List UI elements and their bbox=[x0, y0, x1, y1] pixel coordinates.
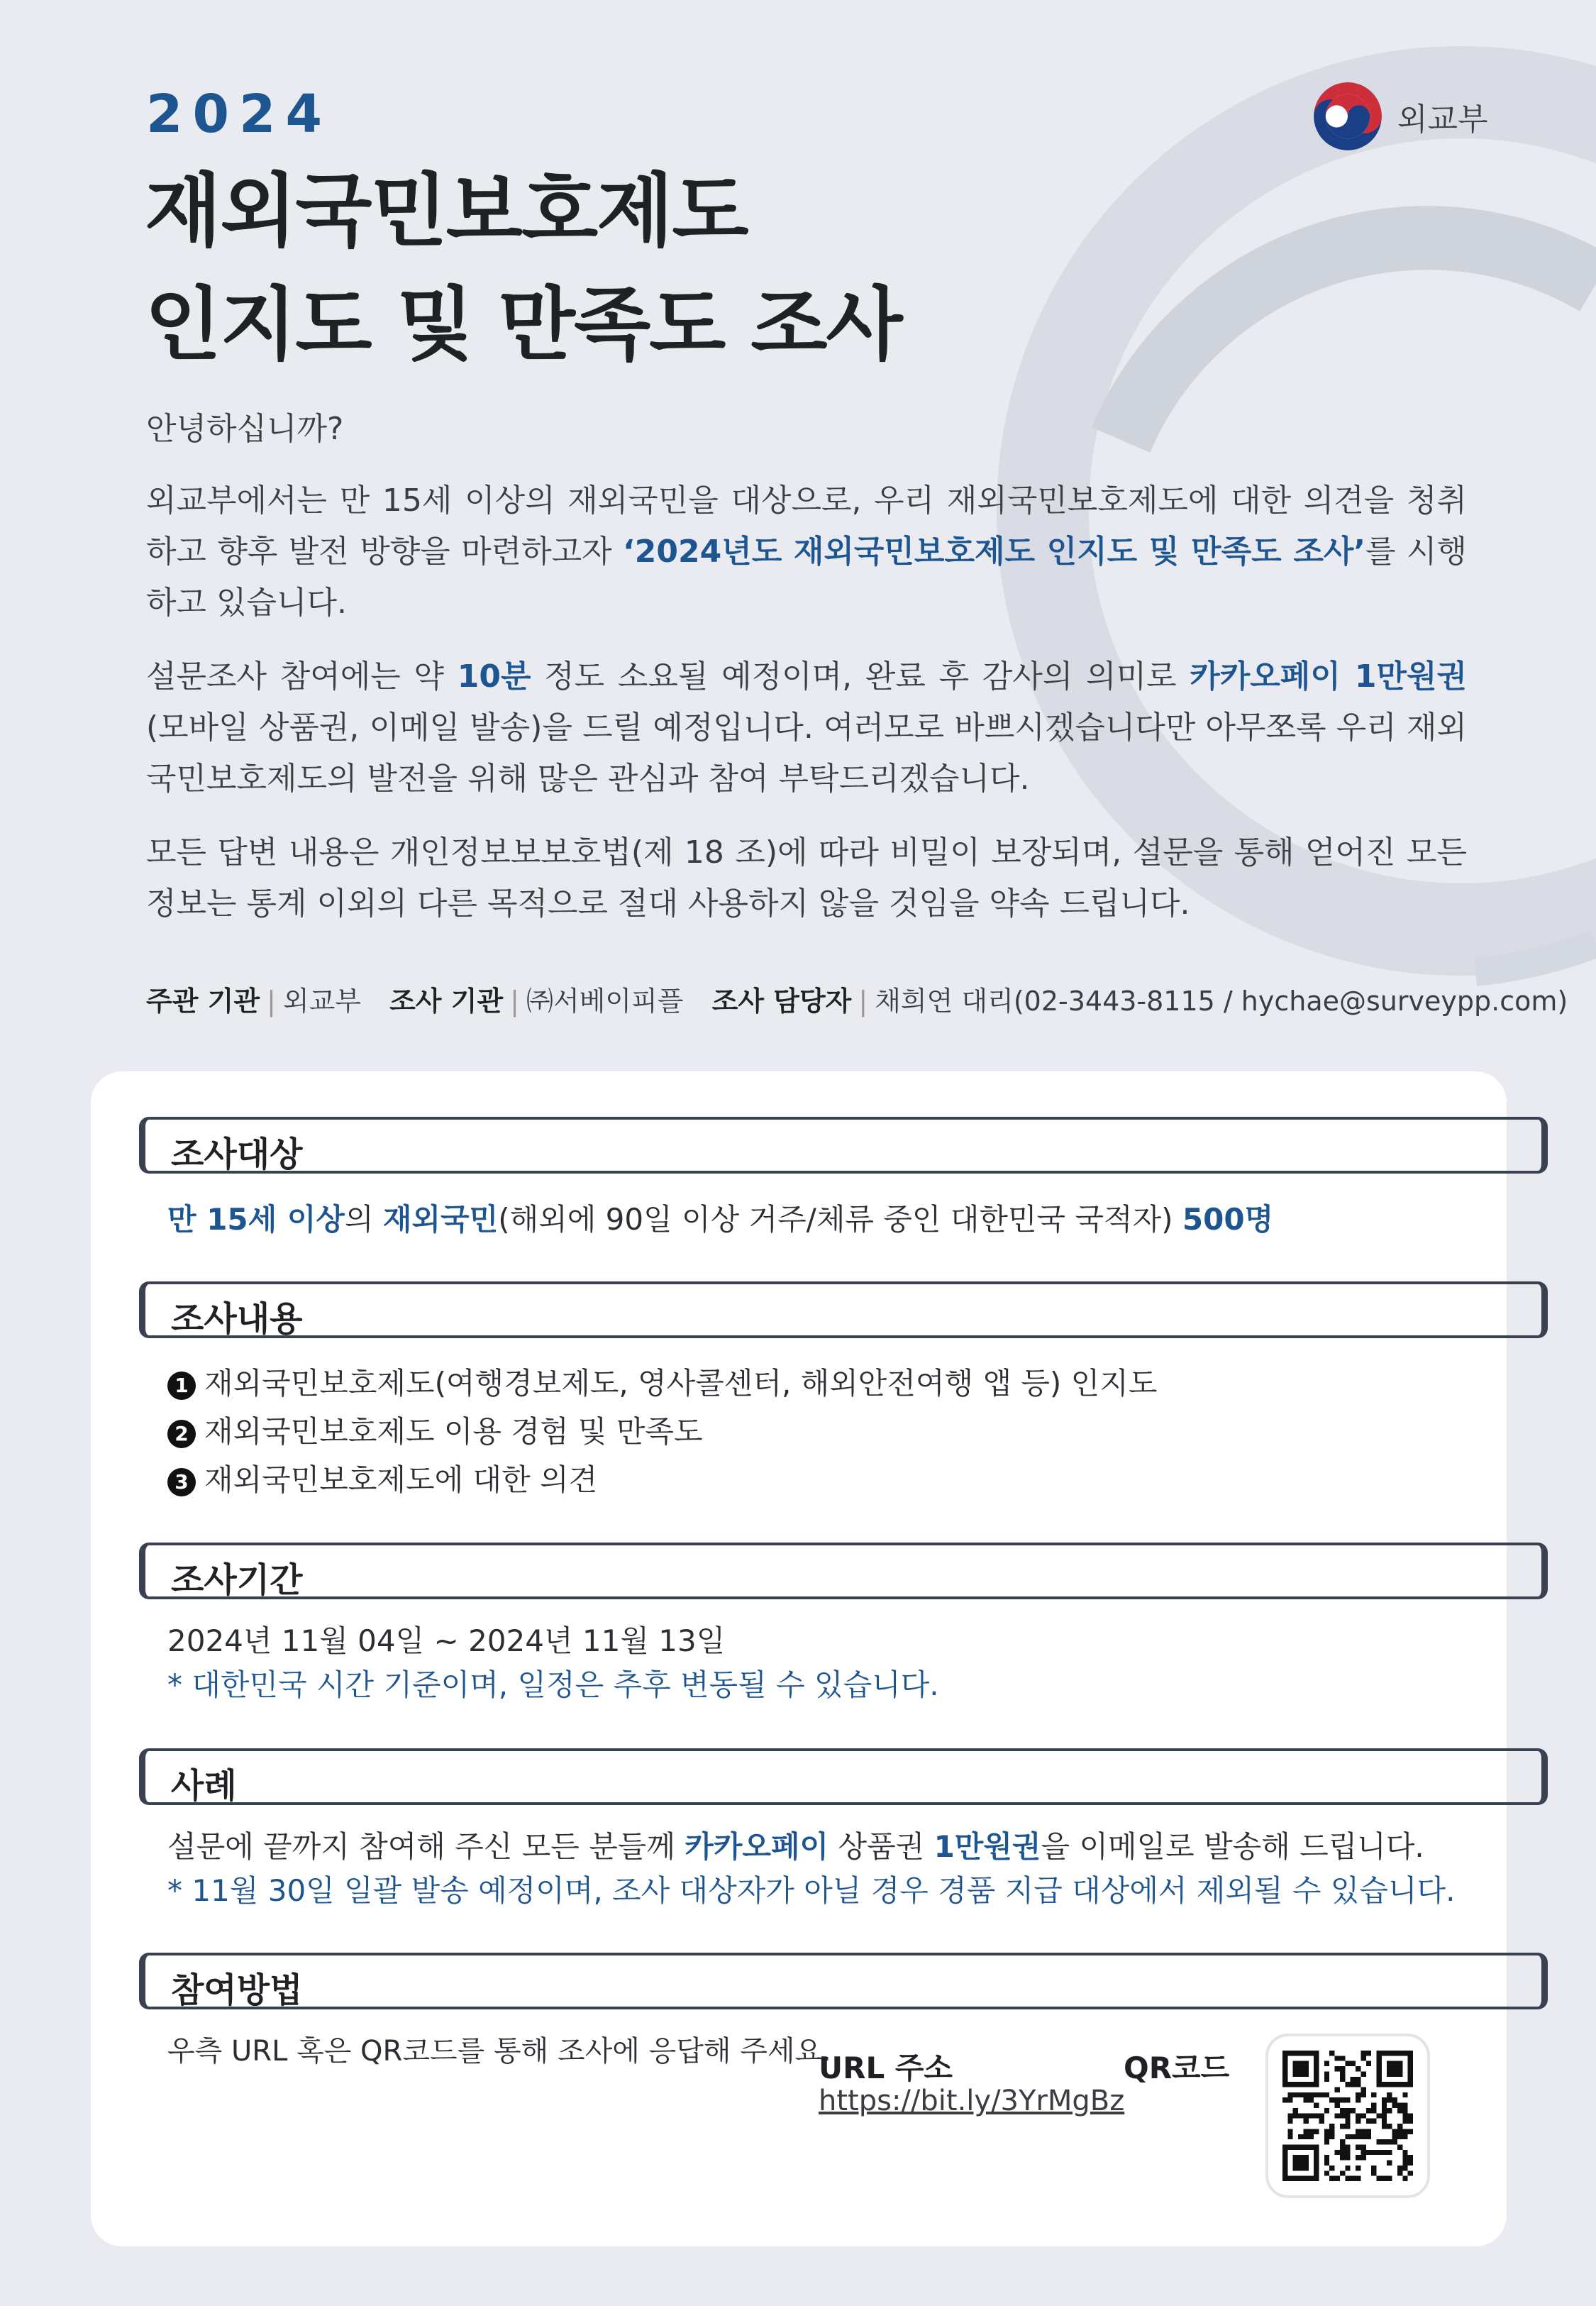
list-item-text: 재외국민보호제도 이용 경험 및 만족도 bbox=[204, 1414, 703, 1449]
target-text bbox=[167, 1198, 1273, 1242]
qr-code[interactable] bbox=[1265, 2034, 1430, 2198]
greeting: 안녕하십니까? bbox=[146, 411, 344, 447]
target-age: 만 15세 이상 bbox=[167, 1202, 345, 1237]
reward-amount: 1만원권 bbox=[933, 1829, 1041, 1864]
section-title: 조사대상 bbox=[171, 1135, 303, 1174]
target-group: 재외국민 bbox=[382, 1202, 499, 1237]
intro-paragraph-1 bbox=[146, 475, 1467, 629]
reward-text-part: 을 이메일로 발송해 드립니다. bbox=[1041, 1829, 1424, 1864]
host-value: 외교부 bbox=[282, 986, 361, 1017]
target-text-part: 의 bbox=[344, 1202, 383, 1237]
page-title bbox=[145, 155, 902, 382]
p2-text-b: 정도 소요될 예정이며, 완료 후 감사의 의미로 bbox=[531, 658, 1190, 695]
reward-text-part: 설문에 끝까지 참여해 주신 모든 분들께 bbox=[167, 1829, 685, 1864]
period-dates: 2024년 11월 04일 ~ 2024년 11월 13일 bbox=[167, 1623, 726, 1658]
section-header-method bbox=[139, 1953, 1548, 2009]
organization-line bbox=[146, 979, 1568, 1018]
p1-text-b: 를 시행하고 있습니다. bbox=[146, 534, 1467, 621]
host-label: 주관 기관 bbox=[146, 986, 260, 1017]
period-text bbox=[167, 1619, 939, 1707]
divider: | bbox=[510, 986, 519, 1017]
section-title: 참여방법 bbox=[171, 1970, 303, 2010]
contact-label: 조사 담당자 bbox=[711, 986, 852, 1017]
p2-highlight-time: 10분 bbox=[457, 658, 531, 695]
list-item bbox=[167, 1456, 1157, 1504]
divider: | bbox=[267, 986, 276, 1017]
reward-note: * 11월 30일 일괄 발송 예정이며, 조사 대상자가 아닐 경우 경품 지급 대상에서 제외될 수 있습니다. bbox=[167, 1873, 1456, 1908]
survey-url-link[interactable]: https://bit.ly/3YrMgBz bbox=[819, 2085, 1125, 2117]
section-header-period bbox=[139, 1543, 1548, 1599]
title-line-2: 인지도 및 만족도 조사 bbox=[145, 279, 902, 371]
contact-value: 채희연 대리(02-3443-8115 / hychae@surveypp.com) bbox=[875, 986, 1568, 1017]
number-badge-icon: 2 bbox=[167, 1420, 196, 1448]
number-badge-icon: 3 bbox=[167, 1468, 196, 1496]
p1-text-a: 외교부에서는 만 15세 이상의 재외국민을 대상으로, 우리 재외국민보호제도에 대한 의견을 청취하고 향후 발전 방향을 마련하고자 bbox=[146, 482, 1467, 570]
section-header-content bbox=[139, 1281, 1548, 1338]
intro-paragraph-3: 모든 답변 내용은 개인정보보보호법(제 18 조)에 따라 비밀이 보장되며, 설문을 통해 얻어진 모든 정보는 통계 이외의 다른 목적으로 절대 사용하지 않을 것임을 약속 드립니다. bbox=[146, 834, 1467, 922]
reward-text-part: 상품권 bbox=[829, 1829, 934, 1864]
target-text-part: (해외에 90일 이상 거주/체류 중인 대한민국 국적자) bbox=[498, 1202, 1182, 1237]
intro-body bbox=[146, 475, 1467, 952]
list-item bbox=[167, 1408, 1157, 1456]
reward-text bbox=[167, 1825, 1455, 1913]
reward-line bbox=[167, 1825, 1455, 1869]
list-item-text: 재외국민보호제도(여행경보제도, 영사콜센터, 해외안전여행 앱 등) 인지도 bbox=[204, 1366, 1158, 1401]
taegeuk-emblem-icon bbox=[1311, 79, 1385, 153]
target-count: 500명 bbox=[1182, 1202, 1274, 1237]
section-title: 조사기간 bbox=[171, 1560, 303, 1600]
p2-text-c: (모바일 상품권, 이메일 발송)을 드릴 예정입니다. 여러모로 바쁘시겠습니다만 아무쪼록 우리 재외국민보호제도의 발전을 위해 많은 관심과 참여 부탁드리겠습니다. bbox=[146, 710, 1467, 797]
number-badge-icon: 1 bbox=[167, 1372, 196, 1400]
agency-value: ㈜서베이피플 bbox=[526, 986, 684, 1017]
agency-label: 조사 기관 bbox=[389, 986, 504, 1017]
intro-paragraph-2 bbox=[146, 651, 1467, 805]
period-note: * 대한민국 시간 기준이며, 일정은 추후 변동될 수 있습니다. bbox=[167, 1667, 939, 1702]
list-item bbox=[167, 1359, 1157, 1408]
p1-highlight: ‘2024년도 재외국민보호제도 인지도 및 만족도 조사’ bbox=[623, 534, 1366, 570]
section-title: 사례 bbox=[171, 1766, 237, 1806]
url-label: URL 주소 bbox=[819, 2051, 953, 2085]
qr-code-icon bbox=[1282, 2051, 1413, 2181]
p2-text-a: 설문조사 참여에는 약 bbox=[146, 658, 458, 695]
content-list bbox=[167, 1359, 1157, 1504]
method-text: 우측 URL 혹은 QR코드를 통해 조사에 응답해 주세요. bbox=[167, 2035, 831, 2068]
mofa-logo bbox=[1311, 79, 1488, 153]
section-title: 조사내용 bbox=[171, 1299, 303, 1339]
survey-year: 2024 bbox=[146, 84, 332, 145]
section-header-reward bbox=[139, 1748, 1548, 1805]
qr-label: QR코드 bbox=[1124, 2051, 1230, 2085]
logo-text: 외교부 bbox=[1397, 101, 1488, 138]
section-header-target bbox=[139, 1117, 1548, 1174]
p2-highlight-reward: 카카오페이 1만원권 bbox=[1190, 658, 1467, 695]
list-item-text: 재외국민보호제도에 대한 의견 bbox=[204, 1462, 598, 1497]
reward-brand: 카카오페이 bbox=[685, 1829, 829, 1864]
survey-info-card bbox=[91, 1071, 1507, 2246]
title-line-1: 재외국민보호제도 bbox=[145, 165, 748, 258]
divider: | bbox=[858, 986, 868, 1017]
